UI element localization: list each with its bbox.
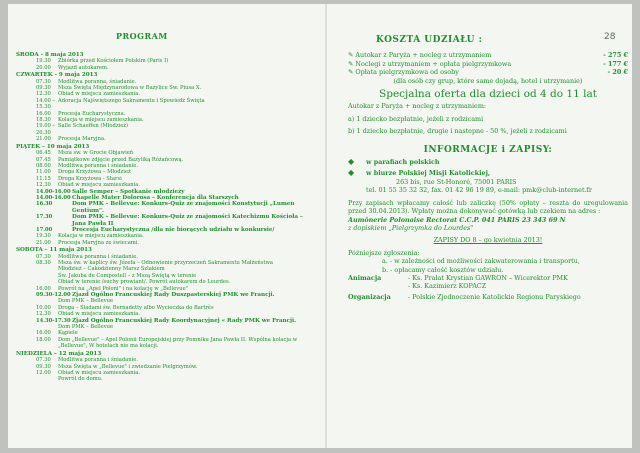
deposit-text: Przy zapisach wpłacamy całość lub zaliczkę (50% opłaty – reszta do uregulowania przed 30.04.2013). Wpłaty można dokonywać gotówką lub czekiem na adres : bbox=[348, 198, 628, 216]
organization-row: Organizacja - Polskie Zjednoczenie Katolickie Regionu Paryskiego bbox=[348, 292, 581, 301]
program-time: 19.30 bbox=[36, 233, 51, 240]
program-event: Procesja Eucharystyczna /dla nie biorących udziału w konkursie/ bbox=[72, 226, 275, 233]
program-time: 19.00 – 20.30 bbox=[36, 123, 56, 136]
program-time: 08.00 bbox=[36, 162, 51, 169]
program-row bbox=[16, 376, 318, 382]
program-time: 14.30-17.30 bbox=[36, 317, 71, 324]
arrow-icon: ✎ bbox=[348, 51, 356, 60]
program-event: Modlitwa poranna i śniadanie. bbox=[58, 357, 138, 364]
program-event: Procesja Maryjna ze świecami. bbox=[58, 239, 140, 246]
program-event: Msza Święta w „Bellevue" i zwiedzanie Pielgrzymów. bbox=[58, 363, 198, 370]
diamond-icon: ◆ bbox=[348, 168, 355, 178]
program-day-label: NIEDZIELA – 12 maja 2013 bbox=[16, 350, 102, 357]
program-day-label: ŚRODA - 8 maja 2013 bbox=[16, 52, 84, 58]
program-time: 07.30 bbox=[36, 78, 51, 85]
program-time: 10.00 bbox=[36, 304, 51, 311]
program-event: Dom PMK – Bellevue bbox=[58, 298, 114, 305]
program-event: Procesja Maryjna. bbox=[58, 136, 106, 143]
arrow-icon: ✎ bbox=[348, 68, 356, 77]
program-event: Droga – Śladami św. Bernadetty albo Wycieczka do Bartrès bbox=[58, 304, 214, 311]
program-list bbox=[16, 52, 318, 383]
program-time: 20.00 bbox=[36, 64, 51, 71]
program-event: Zbiórka przed Kościołem Polskim (Paris I) bbox=[58, 58, 169, 65]
program-time: 12.30 bbox=[36, 91, 51, 98]
costs-info-panel bbox=[348, 36, 628, 301]
late-a: a. - w zależności od możliwości zakwaterowania i transportu, bbox=[382, 257, 580, 266]
program-event: Dom PMK – Bellevue bbox=[58, 324, 114, 331]
program-time: 06.45 bbox=[36, 150, 51, 157]
program-time: 11.00 bbox=[36, 169, 51, 176]
program-event: Dom „Bellevue" – Apel Polonii Europejskiej przy Pomniku Jana Pawła II. Wspólna kolacja w „Bellevue", W hotelach nie ma kolacji. bbox=[58, 336, 298, 350]
program-time bbox=[16, 376, 58, 382]
program-event: Zjazd Ogólno Francuskiej Rady Koordynacyjnej « Rady PMK we Francji. bbox=[72, 317, 297, 324]
program-event: Powrót do domu. bbox=[58, 376, 103, 383]
program-event: Kąpiele bbox=[58, 330, 78, 337]
address-line: 263 bis, rue St-Honoré, 75001 PARIS bbox=[396, 177, 517, 186]
program-time: 12.00 bbox=[36, 369, 51, 376]
program-time: 21.00 bbox=[36, 239, 51, 246]
program-panel bbox=[16, 31, 318, 383]
program-event: Salle Semper – Spotkanie młodzieży bbox=[72, 188, 185, 195]
program-time: 07.45 bbox=[36, 156, 51, 163]
program-day-label: CZWARTEK - 9 maja 2013 bbox=[16, 72, 98, 79]
program-event: Obiad w miejscu zamieszkania. bbox=[58, 311, 141, 318]
program-row bbox=[16, 214, 318, 227]
program-event: Droga Krzyżowa - Starsi bbox=[58, 175, 122, 182]
program-time: 08.30 bbox=[36, 260, 51, 266]
program-time: 14.00 – 15.30 bbox=[36, 97, 56, 111]
program-day-label: PIĄTEK – 10 maja 2013 bbox=[16, 143, 90, 150]
place-parishes: w parafiach polskich bbox=[366, 158, 440, 167]
program-time: 11.15 bbox=[36, 175, 51, 182]
program-event: Droga Krzyżowa – Młodzież bbox=[58, 169, 131, 176]
cost-row-1: ✎ Autokar z Paryża + nocleg z utrzymaniem - 275 € bbox=[348, 51, 628, 60]
program-time: 14.00-16.00 bbox=[36, 194, 71, 201]
program-time: 07.30 bbox=[36, 253, 51, 260]
program-time: 19.30 bbox=[36, 58, 51, 65]
program-event: Chapelle Mater Dolorosa – Konferencja dla Starszych bbox=[72, 194, 239, 201]
program-event: Procesja Eucharystyczna. bbox=[58, 110, 126, 117]
program-event: Obiad w miejscu zamieszkania. bbox=[58, 369, 141, 376]
program-event: Kolacja w miejscu zamieszkania. bbox=[58, 233, 144, 240]
program-time: 09.30 bbox=[36, 85, 51, 92]
diamond-icon: ◆ bbox=[348, 157, 355, 167]
late-b: b. - opłacamy całość kosztów udziału. bbox=[382, 265, 504, 274]
program-event: Modlitwa poranna i śniadanie. bbox=[58, 162, 138, 169]
program-event: Powrót na „Apel Poloni" i na kolację w „Bellevue" bbox=[58, 285, 189, 292]
program-event: Kolacja w miejscu zamieszkania. bbox=[58, 117, 144, 124]
program-time: 16.00 bbox=[36, 330, 51, 337]
special-offer: Specjalna oferta dla dzieci od 4 do 11 lat bbox=[379, 88, 597, 101]
program-time: 12.30 bbox=[36, 311, 51, 318]
program-row bbox=[16, 201, 318, 214]
program-event: Modlitwa poranna i śniadanie. bbox=[58, 253, 138, 260]
program-row bbox=[16, 65, 318, 71]
program-event: Msza Święta Międzynarodowa w Bazylice Św. Piusa X. bbox=[58, 85, 202, 92]
program-event: Modlitwa poranna, śniadanie. bbox=[58, 78, 137, 85]
cost-row-2: ✎ Noclegi z utrzymaniem + opłata pielgrzymkowa - 177 € bbox=[348, 59, 628, 68]
program-row bbox=[16, 123, 318, 136]
program-time: 14.00-16.00 bbox=[36, 188, 71, 195]
program-time: 07.30 bbox=[36, 357, 51, 364]
program-event: Młodzież – Cakodzienny Marsz Szlakiem bbox=[58, 266, 165, 273]
cost-row-3: ✎ Opłata pielgrzymkowa od osoby - 20 € bbox=[348, 68, 628, 77]
info-title: INFORMACJE i ZAPISY: bbox=[423, 144, 553, 155]
arrow-icon: ✎ bbox=[348, 59, 356, 68]
place-office: w biurze Polskiej Misji Katolickiej, bbox=[366, 169, 491, 178]
program-time: 21.00 bbox=[36, 136, 51, 143]
program-event: Św. Jakuba de Compostell – z Mszą Świętą w terenie bbox=[58, 272, 197, 279]
program-time: 17.00 bbox=[36, 226, 53, 233]
program-row bbox=[16, 98, 318, 111]
program-time: 12.30 bbox=[36, 182, 51, 189]
program-event: Dom PMK – Bellevue: Konkurs-Quiz ze znajomości Katechizmu Kościoła – Jana Pawła II bbox=[72, 214, 303, 227]
program-event: Obiad w miejscu zamieszkania. bbox=[58, 91, 141, 98]
contact-line: tel. 01 55 35 32 32, fax. 01 42 96 19 89, e-mail: pmk@club-internet.fr bbox=[366, 186, 592, 195]
cheque-line: Aumônerie Polonaise Rectorat C.C.P. 041 PARIS 23 343 69 N bbox=[348, 215, 566, 224]
kids-intro: Autokar z Paryża + nocleg z utrzymaniem: bbox=[348, 102, 487, 111]
program-row bbox=[16, 337, 318, 350]
program-event: Msza św. w kaplicy św. Józefa – Odnowienie przyrzeczeń Sakramentu Małżeństwa bbox=[58, 260, 274, 266]
program-event: Obiad w miejscu zamieszkania. bbox=[58, 182, 141, 189]
deadline: ZAPISY DO 8 – go kwietnia 2013! bbox=[433, 236, 543, 245]
cheque-note: z dopiskiem „Pielgrzymka do Lourdes" bbox=[348, 223, 474, 232]
program-event: Dom PMK – Bellevue: Konkurs-Quiz ze znajomości Konstytucji „Lumen Gentium". bbox=[72, 201, 295, 214]
program-day-label: SOBOTA – 11 maja 2013 bbox=[16, 247, 92, 254]
costs-title: KOSZTA UDZIAŁU : bbox=[376, 35, 483, 45]
center-fold bbox=[325, 4, 327, 448]
program-time: 18.00 bbox=[36, 336, 51, 343]
late-intro: Późniejsze zgłoszenia: bbox=[348, 248, 420, 257]
program-time: 18.30 bbox=[36, 117, 51, 124]
brochure-sheet bbox=[8, 4, 632, 448]
animation-row: Animacja - Ks. Prałat Krystian GAWRON – Wicerektor PMK bbox=[348, 273, 568, 282]
program-time: 17.30 bbox=[36, 214, 53, 221]
program-event: Adoracja Najświętszego Sakramentu i Spowiedź Święta bbox=[58, 97, 205, 104]
program-time: 16.00 bbox=[36, 110, 51, 117]
program-event: Msza św. w Grocie Objawień bbox=[58, 150, 134, 157]
program-event: Obiad w terenie /suchy prowiant/. Powrót autokarem do Lourdes. bbox=[58, 279, 231, 286]
program-event: Pamiątkowe zdjęcie przed Bazyliką Różańcową. bbox=[58, 156, 184, 163]
program-event: Zjazd Ogólno Francuskiej Rady Duszpasterskiej PMK we Francji. bbox=[72, 292, 275, 299]
program-title: PROGRAM bbox=[116, 31, 168, 41]
cost-note: (dla osób czy grup, które same dojadą, hotel i utrzymanie) bbox=[393, 76, 583, 85]
kids-option-b: b) 1 dziecko bezpłatnie, drugie i nastepne - 50 %, jeżeli z rodzicami bbox=[348, 127, 567, 136]
program-time: 16.00 bbox=[36, 285, 51, 292]
program-event: Wyjazd autokarem. bbox=[58, 64, 109, 71]
program-row bbox=[16, 240, 318, 246]
animation-row-2: - Ks. Kazimierz KOPACZ bbox=[408, 282, 487, 291]
kids-option-a: a) 1 dziecko bezpłatnie, jeżeli z rodzicami bbox=[348, 114, 484, 123]
program-event: Salle Schaeffen (Młodzież) bbox=[58, 123, 129, 130]
program-time: 09.30 bbox=[36, 363, 51, 370]
program-time: 16.30 bbox=[36, 201, 53, 208]
program-time: 09.30-12.00 bbox=[36, 292, 71, 299]
page-number: 28 bbox=[604, 32, 616, 42]
program-row bbox=[16, 136, 318, 142]
